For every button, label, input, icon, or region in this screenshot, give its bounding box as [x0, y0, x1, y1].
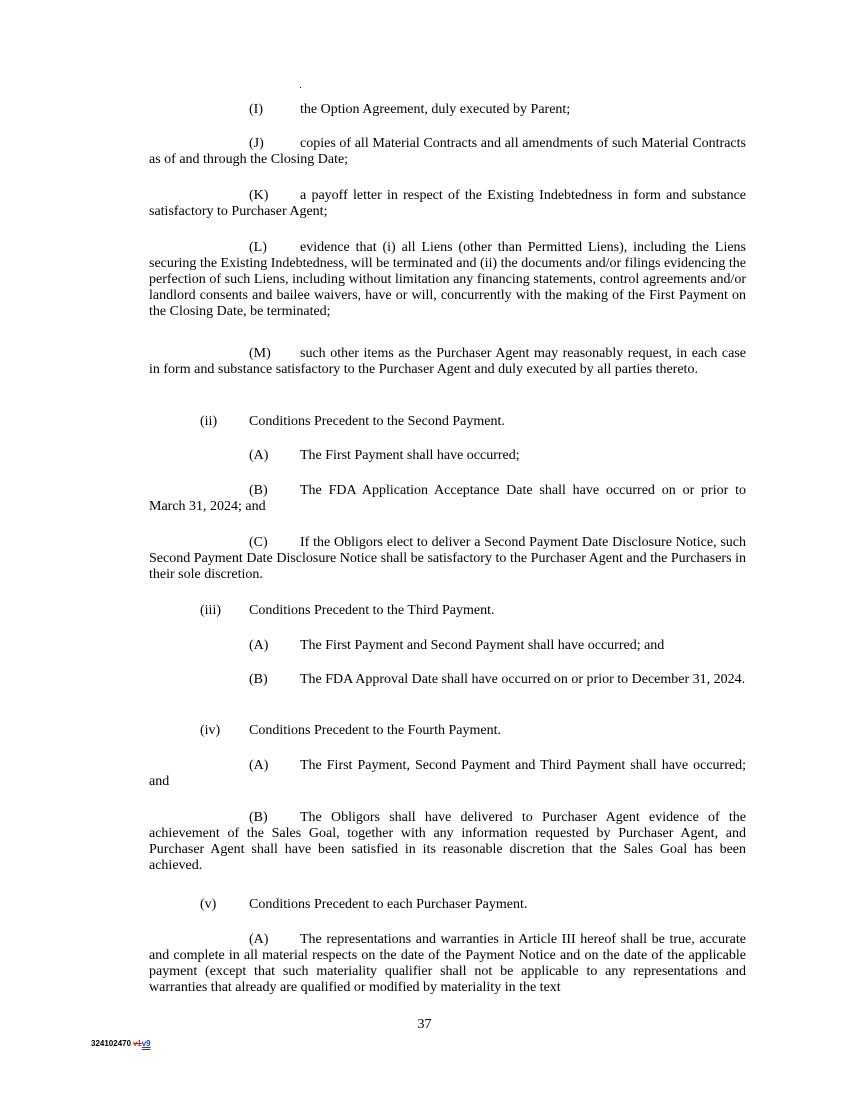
section-iv-a — [149, 758, 746, 790]
item-text: The First Payment shall have occurred; — [300, 448, 520, 463]
section-ii-a — [249, 448, 520, 464]
item-text: copies of all Material Contracts and all amendments of such Material Contracts as of and through the Closing Date; — [149, 136, 746, 167]
item-l — [149, 240, 746, 320]
item-text: The First Payment and Second Payment shall have occurred; and — [300, 638, 665, 653]
document-footer-id — [91, 1039, 151, 1049]
item-label: (I) — [249, 102, 263, 117]
section-v-heading — [200, 897, 527, 913]
section-iv-b — [149, 810, 746, 874]
item-text: The Obligors shall have delivered to Purchaser Agent evidence of the achievement of the Sales Goal, together with any information requested by Purchaser Agent, and Purchaser Agent shall have been satisfied in its reasonable discretion that the Sales Goal has been achieved. — [149, 810, 746, 873]
section-heading: Conditions Precedent to the Fourth Payment. — [249, 723, 501, 738]
section-iii-b — [149, 672, 746, 688]
section-ii-b — [149, 483, 746, 515]
section-heading: Conditions Precedent to the Third Payment. — [249, 603, 495, 618]
doc-id: 324102470 — [91, 1039, 132, 1048]
section-iv-heading — [200, 723, 501, 739]
item-j — [149, 136, 746, 168]
item-text: The FDA Application Acceptance Date shall have occurred on or prior to March 31, 2024; and — [149, 483, 746, 514]
item-label: (L) — [249, 240, 267, 255]
section-heading: Conditions Precedent to each Purchaser Payment. — [249, 897, 528, 912]
page-number: 37 — [417, 1017, 432, 1032]
section-label: (ii) — [200, 414, 218, 429]
item-label: (B) — [249, 810, 268, 825]
item-label: (A) — [249, 448, 269, 463]
item-text: such other items as the Purchaser Agent may reasonably request, in each case in form and substance satisfactory to the Purchaser Agent and duly executed by all parties thereto. — [149, 346, 746, 377]
section-iii-heading — [200, 603, 495, 619]
section-heading: Conditions Precedent to the Second Payment. — [249, 414, 505, 429]
item-label: (A) — [249, 758, 269, 773]
section-ii-c — [149, 535, 746, 583]
section-v-a — [149, 932, 746, 996]
section-ii-heading — [200, 414, 505, 430]
item-label: (C) — [249, 535, 268, 550]
section-label: (v) — [200, 897, 217, 912]
section-label: (iii) — [200, 603, 221, 618]
item-label: (K) — [249, 188, 269, 203]
item-i — [249, 102, 570, 118]
item-label: (M) — [249, 346, 271, 361]
item-text: evidence that (i) all Liens (other than Permitted Liens), including the Liens securing the Existing Indebtedness, will be terminated and (ii) the documents and/or filings evidencing the perfection of such Liens, including without limitation any financing statements, control agreements and/or landlord consents and bailee waivers, have or will, concurrently with the making of the First Payment on the Closing Date, be terminated; — [149, 240, 746, 319]
item-label: (B) — [249, 672, 268, 687]
stray-mark — [300, 87, 301, 88]
item-text: If the Obligors elect to deliver a Second Payment Date Disclosure Notice, such Second Payment Date Disclosure Notice shall be satisfactory to the Purchaser Agent and the Purchasers in their sole discretion. — [149, 535, 746, 582]
item-label: (J) — [249, 136, 264, 151]
section-label: (iv) — [200, 723, 221, 738]
item-text: The representations and warranties in Article III hereof shall be true, accurate and complete in all material respects on the date of the Payment Notice and on the date of the applicable payment (except that such materiality qualifier shall not be applicable to any representations and warranties that already are qualified or modified by materiality in the text — [149, 932, 746, 995]
item-label: (B) — [249, 483, 268, 498]
item-text: The FDA Approval Date shall have occurred on or prior to December 31, 2024. — [300, 672, 746, 687]
item-text: a payoff letter in respect of the Existing Indebtedness in form and substance satisfactory to Purchaser Agent; — [149, 188, 746, 219]
item-label: (A) — [249, 932, 269, 947]
inserted-version: v9 — [141, 1039, 151, 1048]
item-text: The First Payment, Second Payment and Third Payment shall have occurred; and — [149, 758, 746, 789]
item-m — [149, 346, 746, 378]
section-iii-a — [249, 638, 664, 654]
deleted-version: v1 — [133, 1039, 142, 1048]
item-text: the Option Agreement, duly executed by Parent; — [300, 102, 571, 117]
item-label: (A) — [249, 638, 269, 653]
item-k — [149, 188, 746, 220]
